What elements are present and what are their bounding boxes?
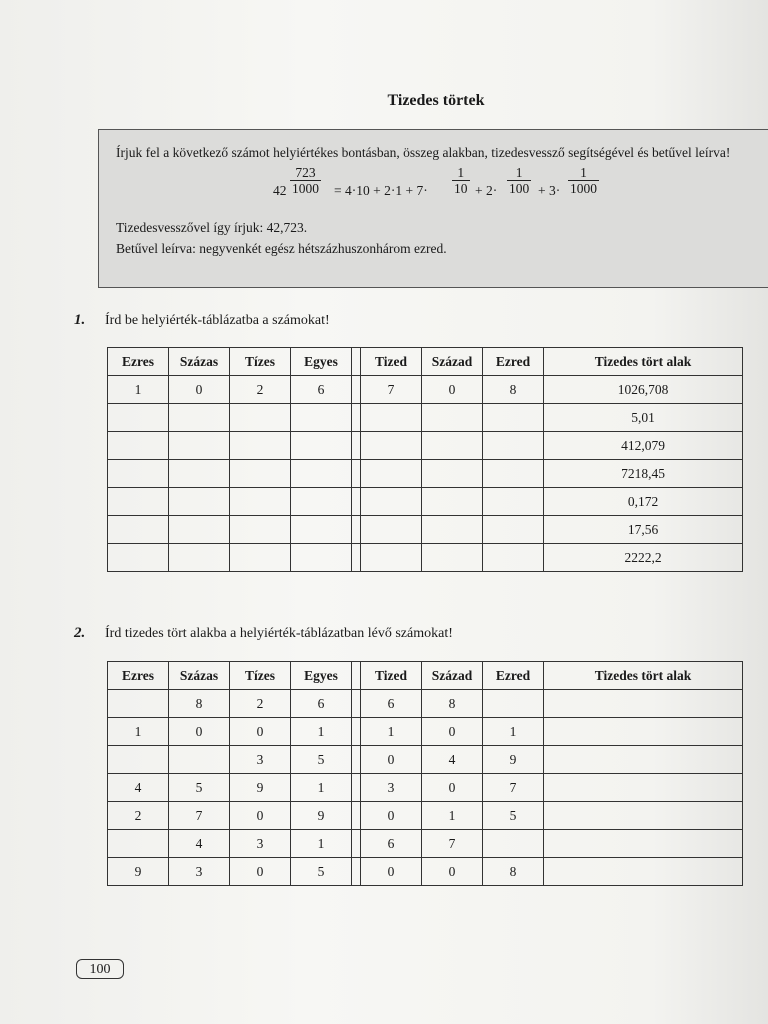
digit-cell[interactable] xyxy=(169,544,230,572)
decimal-separator-gap xyxy=(352,404,361,432)
digit-cell[interactable] xyxy=(169,516,230,544)
digit-cell: 4 xyxy=(422,746,483,774)
digit-cell: 1 xyxy=(422,802,483,830)
table-row xyxy=(108,802,743,830)
digit-cell[interactable] xyxy=(483,404,544,432)
info-text-words: Betűvel leírva: negyvenkét egész hétszázhuszonhárom ezred. xyxy=(116,241,447,256)
decimal-separator-gap xyxy=(352,746,361,774)
table-row xyxy=(108,460,743,488)
digit-cell[interactable] xyxy=(169,404,230,432)
digit-cell[interactable] xyxy=(361,404,422,432)
decimal-separator-gap xyxy=(352,774,361,802)
decomposition-formula xyxy=(116,167,761,215)
formula-expr-3: + 3· xyxy=(538,183,561,198)
digit-cell: 0 xyxy=(361,858,422,886)
digit-cell: 8 xyxy=(169,690,230,718)
digit-cell: 3 xyxy=(230,830,291,858)
column-header: Tízes xyxy=(230,662,291,690)
task-2-text: Írd tizedes tört alakba a helyiérték-táblázatban lévő számokat! xyxy=(105,626,453,641)
digit-cell: 1 xyxy=(483,718,544,746)
digit-cell[interactable] xyxy=(169,432,230,460)
decimal-separator-gap xyxy=(352,802,361,830)
decimal-form-cell: 0,172 xyxy=(544,488,743,516)
formula-term-hundredths: $\frac{1}{100}$ xyxy=(509,165,530,196)
decimal-separator-gap xyxy=(352,488,361,516)
column-header: Tizedes tört alak xyxy=(544,348,743,376)
digit-cell: 0 xyxy=(169,718,230,746)
digit-cell[interactable] xyxy=(230,404,291,432)
decimal-form-cell[interactable] xyxy=(544,802,743,830)
digit-cell[interactable] xyxy=(361,488,422,516)
info-text-decimal: Tizedesvesszővel így írjuk: 42,723. xyxy=(116,220,308,235)
table-row xyxy=(108,432,743,460)
digit-cell: 2 xyxy=(230,376,291,404)
digit-cell: 7 xyxy=(483,774,544,802)
decimal-separator-gap xyxy=(352,718,361,746)
digit-cell[interactable] xyxy=(108,690,169,718)
digit-cell: 0 xyxy=(361,746,422,774)
decimal-separator-gap xyxy=(352,460,361,488)
digit-cell[interactable] xyxy=(230,460,291,488)
digit-cell: 4 xyxy=(108,774,169,802)
digit-cell[interactable] xyxy=(108,404,169,432)
digit-cell: 2 xyxy=(108,802,169,830)
digit-cell[interactable] xyxy=(291,404,352,432)
table-row xyxy=(108,488,743,516)
decimal-form-cell[interactable] xyxy=(544,690,743,718)
digit-cell: 6 xyxy=(361,690,422,718)
digit-cell[interactable] xyxy=(230,432,291,460)
digit-cell: 0 xyxy=(230,802,291,830)
table-header-row xyxy=(108,348,743,376)
digit-cell: 3 xyxy=(361,774,422,802)
table-row xyxy=(108,858,743,886)
digit-cell[interactable] xyxy=(169,746,230,774)
decimal-separator-gap xyxy=(352,348,361,376)
formula-main-fraction: $\frac{723}{1000}$ xyxy=(292,165,319,196)
decimal-form-cell[interactable] xyxy=(544,746,743,774)
digit-cell: 9 xyxy=(108,858,169,886)
table-row xyxy=(108,404,743,432)
digit-cell: 3 xyxy=(169,858,230,886)
digit-cell: 6 xyxy=(291,690,352,718)
formula-term-tenths: $\frac{1}{10}$ xyxy=(454,165,468,196)
decimal-form-cell: 2222,2 xyxy=(544,544,743,572)
decimal-separator-gap xyxy=(352,432,361,460)
digit-cell[interactable] xyxy=(108,516,169,544)
digit-cell[interactable] xyxy=(291,488,352,516)
decimal-form-cell[interactable] xyxy=(544,774,743,802)
digit-cell: 1 xyxy=(108,718,169,746)
digit-cell: 9 xyxy=(230,774,291,802)
info-text-intro: Írjuk fel a következő számot helyiértékes bontásban, összeg alakban, tizedesvessző segítségével és betűvel leírva! xyxy=(116,145,731,160)
digit-cell: 1 xyxy=(108,376,169,404)
column-header: Tizedes tört alak xyxy=(544,662,743,690)
decimal-form-cell[interactable] xyxy=(544,830,743,858)
place-value-table-1 xyxy=(107,347,743,572)
column-header: Ezres xyxy=(108,348,169,376)
digit-cell: 1 xyxy=(291,830,352,858)
digit-cell: 7 xyxy=(422,830,483,858)
digit-cell: 7 xyxy=(361,376,422,404)
decimal-form-cell: 5,01 xyxy=(544,404,743,432)
task-2-number: 2. xyxy=(74,625,86,641)
digit-cell: 5 xyxy=(291,858,352,886)
decimal-separator-gap xyxy=(352,858,361,886)
digit-cell[interactable] xyxy=(483,690,544,718)
digit-cell: 9 xyxy=(291,802,352,830)
digit-cell: 3 xyxy=(230,746,291,774)
digit-cell[interactable] xyxy=(483,544,544,572)
decimal-form-cell: 1026,708 xyxy=(544,376,743,404)
decimal-separator-gap xyxy=(352,376,361,404)
table-row xyxy=(108,376,743,404)
table-row xyxy=(108,690,743,718)
digit-cell[interactable] xyxy=(108,746,169,774)
place-value-table-2 xyxy=(107,661,743,886)
digit-cell[interactable] xyxy=(108,488,169,516)
digit-cell[interactable] xyxy=(169,460,230,488)
digit-cell[interactable] xyxy=(230,488,291,516)
page-number: 100 xyxy=(76,959,124,979)
digit-cell[interactable] xyxy=(422,516,483,544)
decimal-form-cell: 17,56 xyxy=(544,516,743,544)
digit-cell[interactable] xyxy=(422,460,483,488)
digit-cell: 0 xyxy=(422,774,483,802)
digit-cell: 5 xyxy=(291,746,352,774)
digit-cell: 4 xyxy=(169,830,230,858)
digit-cell: 1 xyxy=(291,718,352,746)
digit-cell[interactable] xyxy=(291,544,352,572)
task-1-heading xyxy=(74,312,330,329)
digit-cell[interactable] xyxy=(291,516,352,544)
digit-cell: 0 xyxy=(169,376,230,404)
digit-cell: 9 xyxy=(483,746,544,774)
digit-cell: 5 xyxy=(483,802,544,830)
digit-cell[interactable] xyxy=(230,544,291,572)
digit-cell: 6 xyxy=(361,830,422,858)
digit-cell: 1 xyxy=(291,774,352,802)
digit-cell: 0 xyxy=(422,376,483,404)
column-header: Tized xyxy=(361,348,422,376)
digit-cell[interactable] xyxy=(422,432,483,460)
digit-cell: 0 xyxy=(230,858,291,886)
formula-expr-1: = 4·10 + 2·1 + 7· xyxy=(334,183,428,198)
digit-cell: 5 xyxy=(169,774,230,802)
digit-cell[interactable] xyxy=(361,460,422,488)
decimal-form-cell: 7218,45 xyxy=(544,460,743,488)
formula-term-thousandths: $\frac{1}{1000}$ xyxy=(570,165,597,196)
digit-cell: 0 xyxy=(422,718,483,746)
table-row xyxy=(108,544,743,572)
digit-cell: 6 xyxy=(291,376,352,404)
table-row xyxy=(108,774,743,802)
digit-cell[interactable] xyxy=(422,544,483,572)
digit-cell: 0 xyxy=(422,858,483,886)
page-title: Tizedes törtek xyxy=(387,92,485,109)
digit-cell[interactable] xyxy=(483,516,544,544)
table-header-row xyxy=(108,662,743,690)
digit-cell[interactable] xyxy=(422,488,483,516)
digit-cell: 8 xyxy=(483,376,544,404)
decimal-separator-gap xyxy=(352,690,361,718)
task-2-heading xyxy=(74,625,453,642)
task-1-text: Írd be helyiérték-táblázatba a számokat! xyxy=(105,313,330,328)
decimal-form-cell[interactable] xyxy=(544,718,743,746)
table-row xyxy=(108,718,743,746)
column-header: Század xyxy=(422,348,483,376)
decimal-separator-gap xyxy=(352,516,361,544)
digit-cell: 8 xyxy=(483,858,544,886)
column-header: Egyes xyxy=(291,348,352,376)
digit-cell[interactable] xyxy=(483,460,544,488)
digit-cell[interactable] xyxy=(422,404,483,432)
digit-cell[interactable] xyxy=(483,830,544,858)
digit-cell: 0 xyxy=(230,718,291,746)
table-row xyxy=(108,830,743,858)
digit-cell: 0 xyxy=(361,802,422,830)
digit-cell[interactable] xyxy=(291,432,352,460)
column-header: Egyes xyxy=(291,662,352,690)
digit-cell[interactable] xyxy=(230,516,291,544)
digit-cell[interactable] xyxy=(483,488,544,516)
decimal-separator-gap xyxy=(352,830,361,858)
digit-cell[interactable] xyxy=(361,432,422,460)
digit-cell: 8 xyxy=(422,690,483,718)
table-row xyxy=(108,516,743,544)
formula-whole: 42 xyxy=(273,183,287,198)
digit-cell[interactable] xyxy=(291,460,352,488)
digit-cell: 2 xyxy=(230,690,291,718)
digit-cell[interactable] xyxy=(361,516,422,544)
column-header: Ezred xyxy=(483,348,544,376)
digit-cell[interactable] xyxy=(361,544,422,572)
column-header: Ezred xyxy=(483,662,544,690)
column-header: Század xyxy=(422,662,483,690)
column-header: Ezres xyxy=(108,662,169,690)
column-header: Százas xyxy=(169,662,230,690)
digit-cell[interactable] xyxy=(108,830,169,858)
digit-cell[interactable] xyxy=(108,544,169,572)
digit-cell[interactable] xyxy=(483,432,544,460)
decimal-separator-gap xyxy=(352,662,361,690)
digit-cell[interactable] xyxy=(169,488,230,516)
info-box xyxy=(98,129,768,288)
table-row xyxy=(108,746,743,774)
digit-cell[interactable] xyxy=(108,460,169,488)
digit-cell[interactable] xyxy=(108,432,169,460)
decimal-form-cell: 412,079 xyxy=(544,432,743,460)
column-header: Százas xyxy=(169,348,230,376)
task-1-number: 1. xyxy=(74,312,86,328)
decimal-separator-gap xyxy=(352,544,361,572)
formula-expr-2: + 2· xyxy=(475,183,498,198)
column-header: Tízes xyxy=(230,348,291,376)
digit-cell: 7 xyxy=(169,802,230,830)
column-header: Tized xyxy=(361,662,422,690)
decimal-form-cell[interactable] xyxy=(544,858,743,886)
digit-cell: 1 xyxy=(361,718,422,746)
